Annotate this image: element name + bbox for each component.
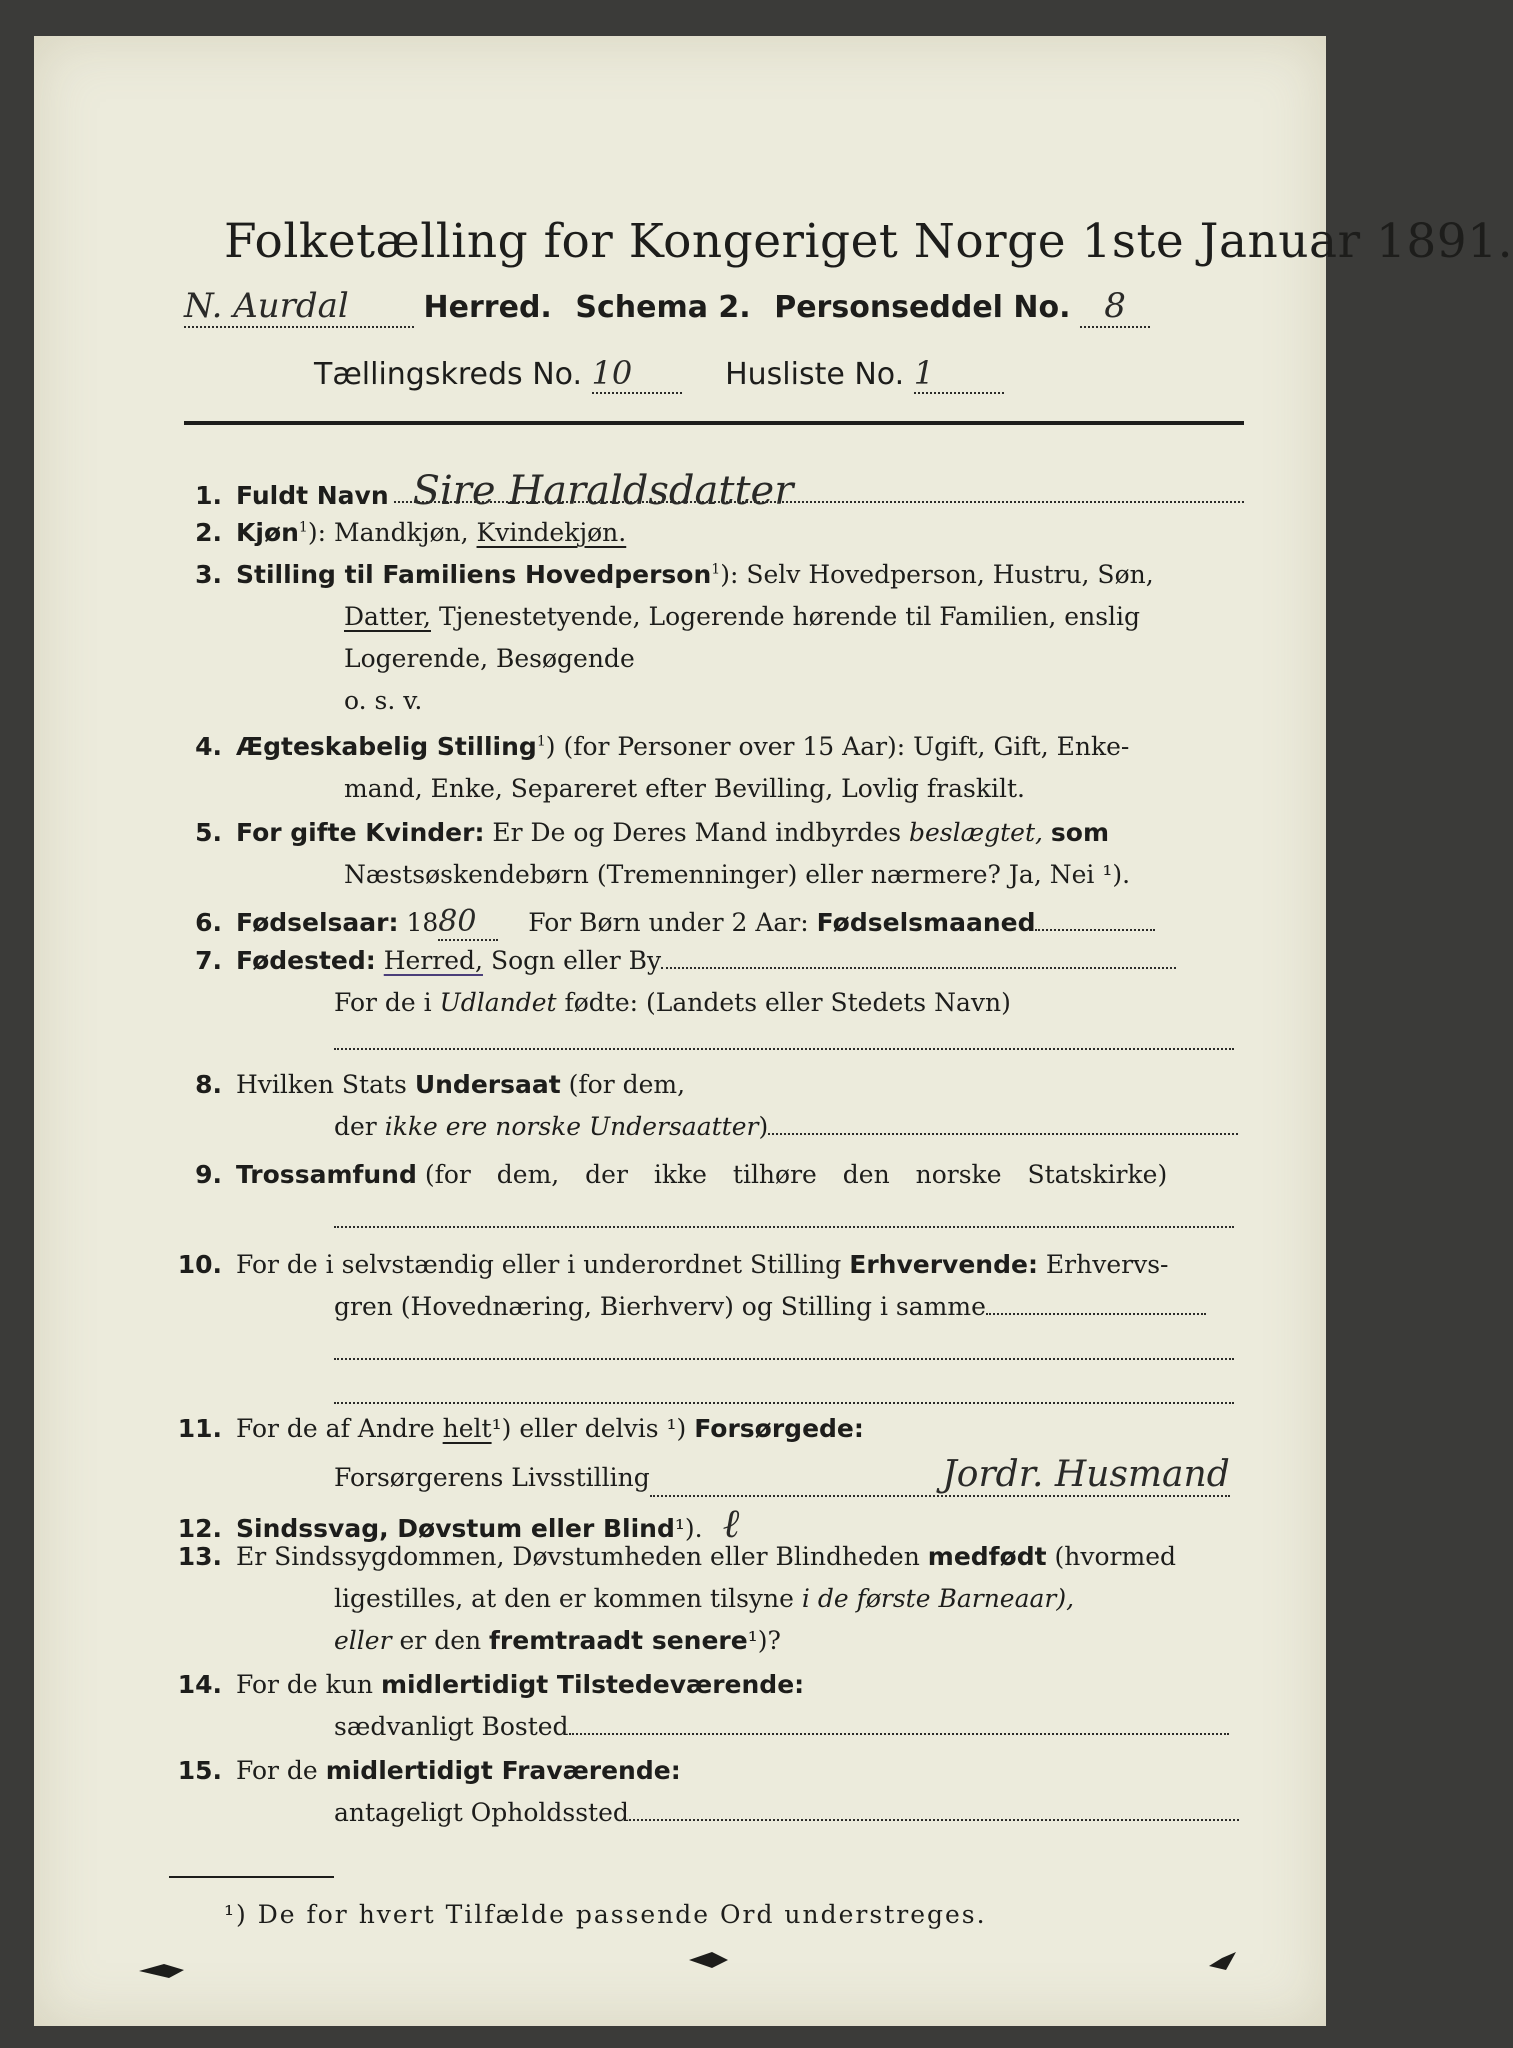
field-7-italic: Udlandet: [439, 988, 557, 1017]
personseddel-value: 8: [1080, 286, 1150, 328]
footnote: ¹) De for hvert Tilfælde passende Ord understreges.: [224, 1900, 987, 1929]
field-14-label: midlertidigt Tilstedeværende:: [380, 1670, 805, 1699]
field-13-label: medfødt: [927, 1542, 1047, 1571]
field-8-line2: der ikke ere norske Undersaatter): [334, 1112, 1238, 1141]
ink-mark-right: [1204, 1948, 1244, 1978]
field-15-line2: [334, 1798, 1239, 1827]
field-8-number: 8.: [195, 1070, 222, 1099]
field-3-number: 3.: [195, 560, 222, 589]
field-10-number: 10.: [177, 1250, 222, 1279]
field-15-text2: antageligt Opholdssted: [334, 1798, 629, 1827]
field-3-text3: Logerende, Besøgende: [344, 644, 635, 673]
field-13-line2: [334, 1584, 1074, 1613]
husliste-value: 1: [914, 354, 1004, 394]
field-6-value: 80: [438, 904, 498, 941]
ink-mark-center: [684, 1946, 734, 1976]
form-title: Folketælling for Kongeriget Norge 1ste Januar 1891.: [224, 214, 1513, 269]
field-1-dotline: [394, 501, 1244, 503]
field-14-text2: sædvanligt Bosted: [334, 1712, 569, 1741]
header-rule: [184, 421, 1244, 425]
field-2-sup: 1: [298, 519, 308, 536]
field-9-dotline: [334, 1226, 1234, 1228]
field-2-label: Kjøn: [236, 518, 299, 547]
field-7-dotline: [334, 1048, 1234, 1050]
field-3-text4: o. s. v.: [344, 686, 423, 715]
field-11: [174, 1414, 864, 1443]
field-12-text: ¹).: [674, 1514, 703, 1543]
field-7-text2b: fødte: (Landets eller Stedets Navn): [564, 988, 1011, 1017]
field-4-number: 4.: [195, 732, 222, 761]
field-13-italic3: eller: [334, 1626, 392, 1655]
field-11-text1: For de af Andre: [236, 1414, 435, 1443]
field-9-number: 9.: [195, 1160, 222, 1189]
field-7-choice: Herred,: [383, 946, 483, 975]
herred-value: N. Aurdal: [184, 286, 414, 328]
field-4-text2: mand, Enke, Separeret efter Bevilling, Lovlig fraskilt.: [344, 774, 1025, 803]
field-2-text: ): Mandkjøn,: [307, 518, 469, 547]
field-10-text2: gren (Hovednæring, Bierhverv) og Stilling i samme: [334, 1292, 986, 1321]
field-8-label: Undersaat: [414, 1070, 561, 1099]
kreds-line: [314, 354, 1004, 394]
field-7-number: 7.: [195, 946, 222, 975]
field-5-text1: Er De og Deres Mand indbyrdes: [492, 818, 902, 847]
field-14-text1: For de kun: [236, 1670, 374, 1699]
field-8-text2a: der: [334, 1112, 377, 1141]
kreds-label: Tællingskreds No.: [314, 357, 582, 392]
field-7-line2: [334, 988, 1011, 1017]
field-5-label: For gifte Kvinder:: [236, 818, 485, 847]
field-13-text1b: (hvormed: [1054, 1542, 1177, 1571]
field-2-number: 2.: [195, 518, 222, 547]
census-form-sheet: [34, 36, 1513, 2026]
field-3-sup: 1: [711, 561, 721, 578]
field-6-number: 6.: [195, 908, 222, 937]
field-11-text2: Forsørgerens Livsstilling: [334, 1463, 650, 1492]
field-14-number: 14.: [177, 1670, 222, 1699]
field-10-dotline-1: [334, 1358, 1234, 1360]
field-13-line3: [334, 1626, 781, 1655]
field-4-label: Ægteskabelig Stilling: [236, 732, 537, 761]
field-7: [174, 946, 1176, 975]
field-12-label: Sindssvag, Døvstum eller Blind: [236, 1514, 675, 1543]
field-7-label: Fødested:: [236, 946, 376, 975]
field-3-line2: [344, 602, 1140, 631]
field-3-choice: Datter,: [344, 602, 431, 631]
field-1-value: Sire Haraldsdatter: [412, 468, 794, 514]
field-7-text: Sogn eller By: [490, 946, 662, 975]
field-11-choice: helt: [442, 1414, 492, 1443]
schema-label: Schema 2.: [575, 290, 751, 325]
field-13-text3b: ¹)?: [747, 1626, 781, 1655]
field-15-text1: For de: [236, 1756, 318, 1785]
field-8-text1b: (for dem,: [568, 1070, 686, 1099]
field-14: [174, 1670, 804, 1699]
field-10-line2: [334, 1292, 1206, 1321]
field-7-text2a: For de i: [334, 988, 432, 1017]
field-5: [174, 818, 1109, 847]
field-13-text2a: ligestilles, at den er kommen tilsyne: [334, 1584, 794, 1613]
field-5-number: 5.: [195, 818, 222, 847]
field-11-number: 11.: [177, 1414, 222, 1443]
field-6-label: Fødselsaar:: [236, 908, 399, 937]
field-5-text2: Næstsøskendebørn (Tremenninger) eller nærmere? Ja, Nei ¹).: [344, 860, 1131, 889]
field-10-label: Erhvervende:: [849, 1250, 1038, 1279]
field-5-text1b: som: [1050, 818, 1110, 847]
field-13-text1: Er Sindssygdommen, Døvstumheden eller Blindheden: [236, 1542, 920, 1571]
field-13-italic2: i de første Barneaar),: [801, 1584, 1075, 1613]
field-15: [174, 1756, 681, 1785]
herred-label: Herred.: [423, 290, 552, 325]
field-14-line2: [334, 1712, 1229, 1741]
field-1: [174, 468, 793, 514]
field-6-label2: Fødselsmaaned: [816, 908, 1036, 937]
field-11-line2: [334, 1454, 1230, 1497]
field-1-label: Fuldt Navn: [236, 481, 389, 510]
field-11-value: Jordr. Husmand: [650, 1454, 1230, 1497]
field-9-label: Trossamfund: [236, 1160, 417, 1189]
field-11-label: Forsørgede:: [694, 1414, 864, 1443]
personseddel-label: Personseddel No.: [774, 290, 1071, 325]
field-10-text1: For de i selvstændig eller i underordnet Stilling: [236, 1250, 842, 1279]
field-10-dotline-2: [334, 1402, 1234, 1404]
field-3-text2: Tjenestetyende, Logerende hørende til Familien, enslig: [438, 602, 1141, 631]
field-12: [174, 1500, 739, 1547]
field-13: [174, 1542, 1176, 1571]
kreds-value: 10: [592, 354, 682, 394]
field-10: [174, 1250, 1168, 1279]
footnote-rule: [169, 1876, 334, 1878]
field-3-label: Stilling til Familiens Hovedperson: [236, 560, 712, 589]
field-12-mark: ℓ: [722, 1501, 740, 1547]
field-8-italic: ikke ere norske Undersaatter: [384, 1112, 759, 1141]
field-2: [174, 518, 626, 547]
field-4: [174, 732, 1129, 761]
herred-line: [184, 286, 1150, 328]
field-9: [174, 1160, 1167, 1189]
ink-mark-left: [134, 1956, 194, 1986]
field-8: [174, 1070, 685, 1099]
field-15-number: 15.: [177, 1756, 222, 1785]
field-6: [174, 904, 1155, 941]
field-6-text: For Børn under 2 Aar:: [528, 908, 809, 937]
field-4-text1: ) (for Personer over 15 Aar): Ugift, Gift, Enke-: [545, 732, 1130, 761]
field-1-number: 1.: [195, 481, 222, 510]
husliste-label: Husliste No.: [725, 357, 905, 392]
field-3: [174, 560, 1154, 589]
field-4-sup: 1: [536, 733, 546, 750]
field-3-text1: ): Selv Hovedperson, Hustru, Søn,: [720, 560, 1154, 589]
field-13-number: 13.: [177, 1542, 222, 1571]
field-6-prefix: 18: [406, 908, 439, 937]
field-12-number: 12.: [177, 1514, 222, 1543]
field-15-label: midlertidigt Fraværende:: [325, 1756, 681, 1785]
field-13-label3: fremtraadt senere: [489, 1626, 748, 1655]
field-9-text: (for dem, der ikke tilhøre den norske Statskirke): [424, 1160, 1168, 1189]
field-10-text1b: Erhvervs-: [1045, 1250, 1169, 1279]
field-2-choice: Kvindekjøn.: [476, 518, 627, 547]
field-13-text3: er den: [399, 1626, 482, 1655]
field-5-italic: beslægtet,: [909, 818, 1043, 847]
field-8-text1: Hvilken Stats: [236, 1070, 407, 1099]
field-11-text1b: ¹) eller delvis ¹): [491, 1414, 687, 1443]
